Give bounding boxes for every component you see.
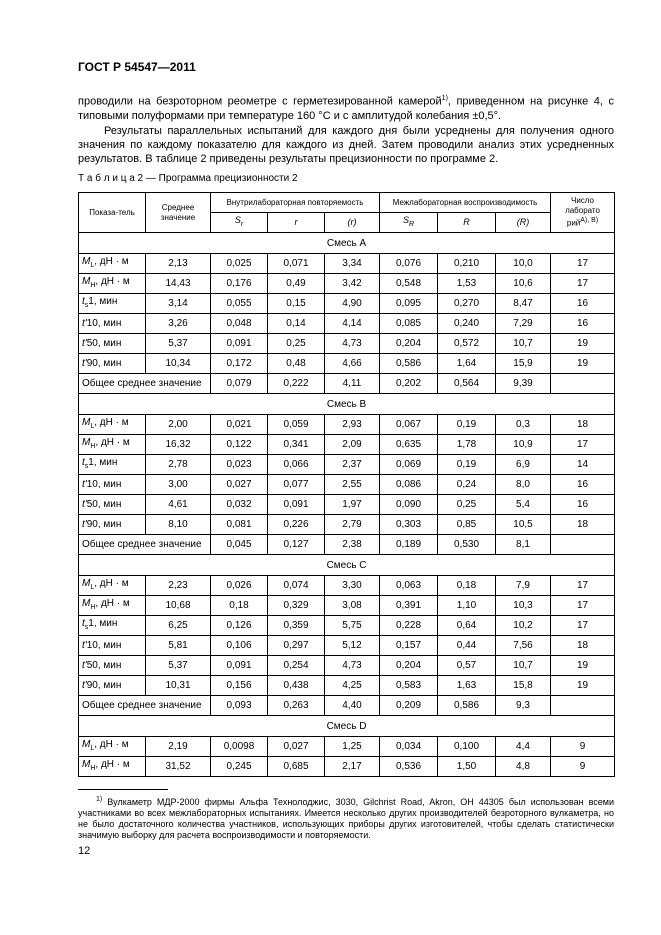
- cell-r: 0,066: [268, 455, 325, 475]
- cell-r: 0,49: [268, 274, 325, 294]
- cell-r: 0,685: [268, 757, 325, 777]
- cell-r: 0,074: [268, 576, 325, 596]
- cell-sr: 0,055: [211, 294, 268, 314]
- cell-rp: 2,17: [325, 757, 380, 777]
- table-caption: Т а б л и ц а 2 — Программа прецизионности 2: [78, 173, 298, 184]
- empty-cell: [551, 374, 615, 394]
- row-label: t'90, мин: [79, 515, 146, 535]
- table-row: [79, 314, 615, 334]
- header-R-percent: (R): [496, 213, 551, 233]
- cell-Rp: 10,7: [496, 656, 551, 676]
- cell-n: 9: [551, 737, 615, 757]
- cell-R: 0,270: [438, 294, 496, 314]
- cell-rp: 4,25: [325, 676, 380, 696]
- cell-r: 0,297: [268, 636, 325, 656]
- table-row: [79, 294, 615, 314]
- group-row: [79, 394, 615, 415]
- group-title: Смесь С: [79, 555, 615, 576]
- cell-r: 0,263: [268, 696, 325, 716]
- cell-r: 0,14: [268, 314, 325, 334]
- cell-Rp: 0,3: [496, 415, 551, 435]
- footnote-text: Вулкаметр МДР-2000 фирмы Альфа Технолоджис, 3030, Gilchrist Road, Akron, OH 44305 был использован всеми участниками во всех межлабораторных испытаниях. Имеется несколько других производителей безроторного вулкаметра, но не было достаточного количества участников, использующих приборы других изготовителей, чтобы сделать статистически значимую выборку для расчета воспроизводимости и повторяемости.: [78, 797, 614, 840]
- cell-n: 17: [551, 435, 615, 455]
- cell-Rp: 15,8: [496, 676, 551, 696]
- row-label: $M_H$, дН · м: [79, 274, 146, 294]
- cell-sr: 0,023: [211, 455, 268, 475]
- cell-sr: 0,18: [211, 596, 268, 616]
- cell-mean: 5,81: [146, 636, 211, 656]
- cell-rp: 5,75: [325, 616, 380, 636]
- cell-R: 0,24: [438, 475, 496, 495]
- header-sr: $S_r$: [211, 213, 268, 233]
- row-label: t'90, мин: [79, 354, 146, 374]
- cell-rp: 4,40: [325, 696, 380, 716]
- cell-n: 17: [551, 254, 615, 274]
- cell-sr: 0,026: [211, 576, 268, 596]
- cell-n: 14: [551, 455, 615, 475]
- header-r-percent: (r): [325, 213, 380, 233]
- cell-Rp: 10,3: [496, 596, 551, 616]
- cell-mean: 14,43: [146, 274, 211, 294]
- cell-Rp: 4,8: [496, 757, 551, 777]
- row-label: $t_s1$, мин: [79, 455, 146, 475]
- overall-row: [79, 696, 615, 716]
- document-title: ГОСТ Р 54547—2011: [78, 60, 196, 74]
- cell-Rp: 10,0: [496, 254, 551, 274]
- header-sR: $S_R$: [380, 213, 438, 233]
- row-label: $M_H$, дН · м: [79, 757, 146, 777]
- table-row: [79, 455, 615, 475]
- cell-sR: 0,204: [380, 656, 438, 676]
- cell-rp: 1,25: [325, 737, 380, 757]
- header-indicator: Показа-тель: [79, 193, 146, 233]
- cell-rp: 2,55: [325, 475, 380, 495]
- cell-mean: 2,23: [146, 576, 211, 596]
- cell-sR: 0,063: [380, 576, 438, 596]
- cell-sR: 0,586: [380, 354, 438, 374]
- table-row: [79, 656, 615, 676]
- empty-cell: [551, 535, 615, 555]
- cell-sR: 0,189: [380, 535, 438, 555]
- cell-Rp: 9,3: [496, 696, 551, 716]
- cell-R: 0,25: [438, 495, 496, 515]
- cell-sR: 0,069: [380, 455, 438, 475]
- overall-row: [79, 535, 615, 555]
- cell-r: 0,091: [268, 495, 325, 515]
- cell-sr: 0,172: [211, 354, 268, 374]
- header-labs: Число лаборато рий$^{А), В)}$: [551, 193, 615, 233]
- cell-Rp: 9,39: [496, 374, 551, 394]
- cell-sR: 0,303: [380, 515, 438, 535]
- cell-mean: 3,14: [146, 294, 211, 314]
- paragraph-intro: [78, 92, 614, 123]
- cell-mean: 2,78: [146, 455, 211, 475]
- header-R: R: [438, 213, 496, 233]
- row-label: t'10, мин: [79, 636, 146, 656]
- paragraph-text: Результаты параллельных испытаний для каждого дня были усреднены для получения одного значения по каждому показателю для каждого из дней. Затем проводили анализ этих усредненных результатов. В таблице 2 приведены результаты прецизионности по программе 2.: [78, 125, 614, 165]
- cell-sr: 0,093: [211, 696, 268, 716]
- cell-r: 0,359: [268, 616, 325, 636]
- cell-sr: 0,0098: [211, 737, 268, 757]
- cell-mean: 2,19: [146, 737, 211, 757]
- cell-r: 0,254: [268, 656, 325, 676]
- cell-rp: 5,12: [325, 636, 380, 656]
- cell-r: 0,438: [268, 676, 325, 696]
- cell-sR: 0,157: [380, 636, 438, 656]
- cell-r: 0,226: [268, 515, 325, 535]
- cell-rp: 2,37: [325, 455, 380, 475]
- cell-sR: 0,076: [380, 254, 438, 274]
- cell-mean: 31,52: [146, 757, 211, 777]
- header-reproducibility: Межлабораторная воспроизводимость: [380, 193, 551, 213]
- cell-n: 18: [551, 415, 615, 435]
- cell-R: 0,100: [438, 737, 496, 757]
- row-label: t'50, мин: [79, 656, 146, 676]
- cell-rp: 2,09: [325, 435, 380, 455]
- row-label: t'10, мин: [79, 314, 146, 334]
- cell-rp: 3,42: [325, 274, 380, 294]
- row-label: t'90, мин: [79, 676, 146, 696]
- cell-R: 1,10: [438, 596, 496, 616]
- table-row: [79, 475, 615, 495]
- cell-mean: 5,37: [146, 334, 211, 354]
- cell-mean: 6,25: [146, 616, 211, 636]
- cell-r: 0,077: [268, 475, 325, 495]
- cell-R: 0,64: [438, 616, 496, 636]
- cell-rp: 3,08: [325, 596, 380, 616]
- cell-n: 16: [551, 475, 615, 495]
- cell-r: 0,329: [268, 596, 325, 616]
- cell-Rp: 10,2: [496, 616, 551, 636]
- table-row: [79, 495, 615, 515]
- cell-mean: 2,13: [146, 254, 211, 274]
- cell-rp: 3,34: [325, 254, 380, 274]
- cell-R: 0,57: [438, 656, 496, 676]
- row-label: $M_L$, дН · м: [79, 737, 146, 757]
- cell-mean: 10,68: [146, 596, 211, 616]
- cell-rp: 1,97: [325, 495, 380, 515]
- cell-n: 16: [551, 294, 615, 314]
- cell-R: 0,19: [438, 455, 496, 475]
- cell-Rp: 10,7: [496, 334, 551, 354]
- row-label: $M_H$, дН · м: [79, 596, 146, 616]
- cell-sr: 0,245: [211, 757, 268, 777]
- cell-mean: 10,34: [146, 354, 211, 374]
- row-label: $t_s1$, мин: [79, 294, 146, 314]
- table-row: [79, 596, 615, 616]
- paragraph-text: проводили на безроторном реометре с герметезированной камерой: [78, 95, 442, 108]
- cell-R: 1,63: [438, 676, 496, 696]
- group-row: [79, 716, 615, 737]
- cell-Rp: 7,56: [496, 636, 551, 656]
- cell-sR: 0,548: [380, 274, 438, 294]
- cell-sR: 0,095: [380, 294, 438, 314]
- cell-sR: 0,228: [380, 616, 438, 636]
- cell-mean: 3,26: [146, 314, 211, 334]
- table-row: [79, 254, 615, 274]
- cell-sr: 0,081: [211, 515, 268, 535]
- cell-rp: 4,14: [325, 314, 380, 334]
- table-row: [79, 576, 615, 596]
- table-row: [79, 737, 615, 757]
- cell-n: 17: [551, 576, 615, 596]
- cell-mean: 16,32: [146, 435, 211, 455]
- cell-n: 19: [551, 354, 615, 374]
- overall-label: Общее среднее значение: [79, 535, 211, 555]
- cell-n: 19: [551, 676, 615, 696]
- cell-Rp: 8,1: [496, 535, 551, 555]
- cell-R: 0,586: [438, 696, 496, 716]
- cell-Rp: 8,0: [496, 475, 551, 495]
- cell-r: 0,48: [268, 354, 325, 374]
- cell-R: 0,18: [438, 576, 496, 596]
- cell-r: 0,059: [268, 415, 325, 435]
- cell-R: 0,564: [438, 374, 496, 394]
- header-r: r: [268, 213, 325, 233]
- cell-rp: 3,30: [325, 576, 380, 596]
- cell-Rp: 10,6: [496, 274, 551, 294]
- cell-n: 18: [551, 515, 615, 535]
- cell-R: 0,530: [438, 535, 496, 555]
- overall-row: [79, 374, 615, 394]
- cell-n: 19: [551, 656, 615, 676]
- cell-Rp: 8,47: [496, 294, 551, 314]
- cell-n: 17: [551, 616, 615, 636]
- cell-R: 1,53: [438, 274, 496, 294]
- cell-mean: 8,10: [146, 515, 211, 535]
- cell-sR: 0,086: [380, 475, 438, 495]
- cell-rp: 4,66: [325, 354, 380, 374]
- row-label: $M_H$, дН · м: [79, 435, 146, 455]
- row-label: $t_s1$, мин: [79, 616, 146, 636]
- cell-rp: 2,93: [325, 415, 380, 435]
- row-label: t'50, мин: [79, 334, 146, 354]
- cell-Rp: 15,9: [496, 354, 551, 374]
- cell-sr: 0,032: [211, 495, 268, 515]
- cell-r: 0,071: [268, 254, 325, 274]
- page-number: 12: [78, 845, 91, 857]
- cell-sr: 0,122: [211, 435, 268, 455]
- cell-sR: 0,204: [380, 334, 438, 354]
- cell-R: 0,240: [438, 314, 496, 334]
- cell-n: 18: [551, 636, 615, 656]
- cell-sr: 0,045: [211, 535, 268, 555]
- table-row: [79, 334, 615, 354]
- cell-sr: 0,176: [211, 274, 268, 294]
- cell-sR: 0,583: [380, 676, 438, 696]
- cell-R: 0,44: [438, 636, 496, 656]
- cell-r: 0,341: [268, 435, 325, 455]
- cell-mean: 10,31: [146, 676, 211, 696]
- cell-R: 0,19: [438, 415, 496, 435]
- cell-sR: 0,202: [380, 374, 438, 394]
- table-row: [79, 636, 615, 656]
- cell-rp: 2,79: [325, 515, 380, 535]
- cell-sr: 0,126: [211, 616, 268, 636]
- cell-Rp: 7,29: [496, 314, 551, 334]
- table-row: [79, 354, 615, 374]
- table-row: [79, 274, 615, 294]
- row-label: $M_L$, дН · м: [79, 415, 146, 435]
- cell-R: 1,78: [438, 435, 496, 455]
- cell-sr: 0,021: [211, 415, 268, 435]
- table-row: [79, 415, 615, 435]
- cell-sR: 0,085: [380, 314, 438, 334]
- cell-sr: 0,106: [211, 636, 268, 656]
- header-repeatability: Внутрилабораторная повторяемость: [211, 193, 380, 213]
- cell-R: 0,572: [438, 334, 496, 354]
- cell-sR: 0,391: [380, 596, 438, 616]
- cell-R: 1,50: [438, 757, 496, 777]
- cell-Rp: 10,9: [496, 435, 551, 455]
- cell-rp: 4,73: [325, 334, 380, 354]
- cell-r: 0,15: [268, 294, 325, 314]
- empty-cell: [551, 696, 615, 716]
- cell-n: 19: [551, 334, 615, 354]
- group-title: Смесь В: [79, 394, 615, 415]
- cell-R: 0,85: [438, 515, 496, 535]
- cell-rp: 2,38: [325, 535, 380, 555]
- group-row: [79, 233, 615, 254]
- row-label: t'10, мин: [79, 475, 146, 495]
- cell-mean: 5,37: [146, 656, 211, 676]
- cell-sR: 0,034: [380, 737, 438, 757]
- cell-sR: 0,536: [380, 757, 438, 777]
- cell-R: 1,64: [438, 354, 496, 374]
- paragraph-results: [78, 124, 614, 166]
- overall-label: Общее среднее значение: [79, 696, 211, 716]
- cell-sR: 0,635: [380, 435, 438, 455]
- table-row: [79, 515, 615, 535]
- cell-sr: 0,156: [211, 676, 268, 696]
- cell-R: 0,210: [438, 254, 496, 274]
- cell-n: 9: [551, 757, 615, 777]
- footnote-rule: [78, 789, 168, 790]
- cell-mean: 3,00: [146, 475, 211, 495]
- cell-n: 16: [551, 495, 615, 515]
- cell-sR: 0,209: [380, 696, 438, 716]
- cell-rp: 4,11: [325, 374, 380, 394]
- cell-r: 0,127: [268, 535, 325, 555]
- row-label: $M_L$, дН · м: [79, 576, 146, 596]
- cell-Rp: 6,9: [496, 455, 551, 475]
- cell-sR: 0,090: [380, 495, 438, 515]
- cell-Rp: 7,9: [496, 576, 551, 596]
- table-row: [79, 757, 615, 777]
- cell-rp: 4,73: [325, 656, 380, 676]
- cell-r: 0,027: [268, 737, 325, 757]
- cell-n: 17: [551, 274, 615, 294]
- cell-rp: 4,90: [325, 294, 380, 314]
- table-row: [79, 616, 615, 636]
- cell-sr: 0,091: [211, 334, 268, 354]
- footnote-mark: 1): [96, 796, 103, 803]
- group-title: Смесь D: [79, 716, 615, 737]
- group-row: [79, 555, 615, 576]
- cell-sr: 0,025: [211, 254, 268, 274]
- paragraph-text: , приведенном на рисунке 4, с типовыми полуформами при температуре 160 °С и с амплитудой колебания ±0,5°.: [78, 95, 614, 122]
- table-row: [79, 676, 615, 696]
- cell-mean: 4,61: [146, 495, 211, 515]
- row-label: t'50, мин: [79, 495, 146, 515]
- cell-Rp: 4,4: [496, 737, 551, 757]
- cell-n: 17: [551, 596, 615, 616]
- cell-r: 0,222: [268, 374, 325, 394]
- cell-Rp: 5,4: [496, 495, 551, 515]
- cell-Rp: 10,5: [496, 515, 551, 535]
- precision-table: [78, 192, 615, 777]
- cell-sr: 0,048: [211, 314, 268, 334]
- table-row: [79, 435, 615, 455]
- cell-n: 16: [551, 314, 615, 334]
- group-title: Смесь А: [79, 233, 615, 254]
- cell-sr: 0,079: [211, 374, 268, 394]
- cell-sr: 0,027: [211, 475, 268, 495]
- footnote: [78, 794, 614, 841]
- cell-mean: 2,00: [146, 415, 211, 435]
- row-label: $M_L$, дН · м: [79, 254, 146, 274]
- footnote-ref: 1): [441, 95, 448, 102]
- cell-r: 0,25: [268, 334, 325, 354]
- overall-label: Общее среднее значение: [79, 374, 211, 394]
- header-mean: Среднее значение: [146, 193, 211, 233]
- cell-sr: 0,091: [211, 656, 268, 676]
- cell-sR: 0,067: [380, 415, 438, 435]
